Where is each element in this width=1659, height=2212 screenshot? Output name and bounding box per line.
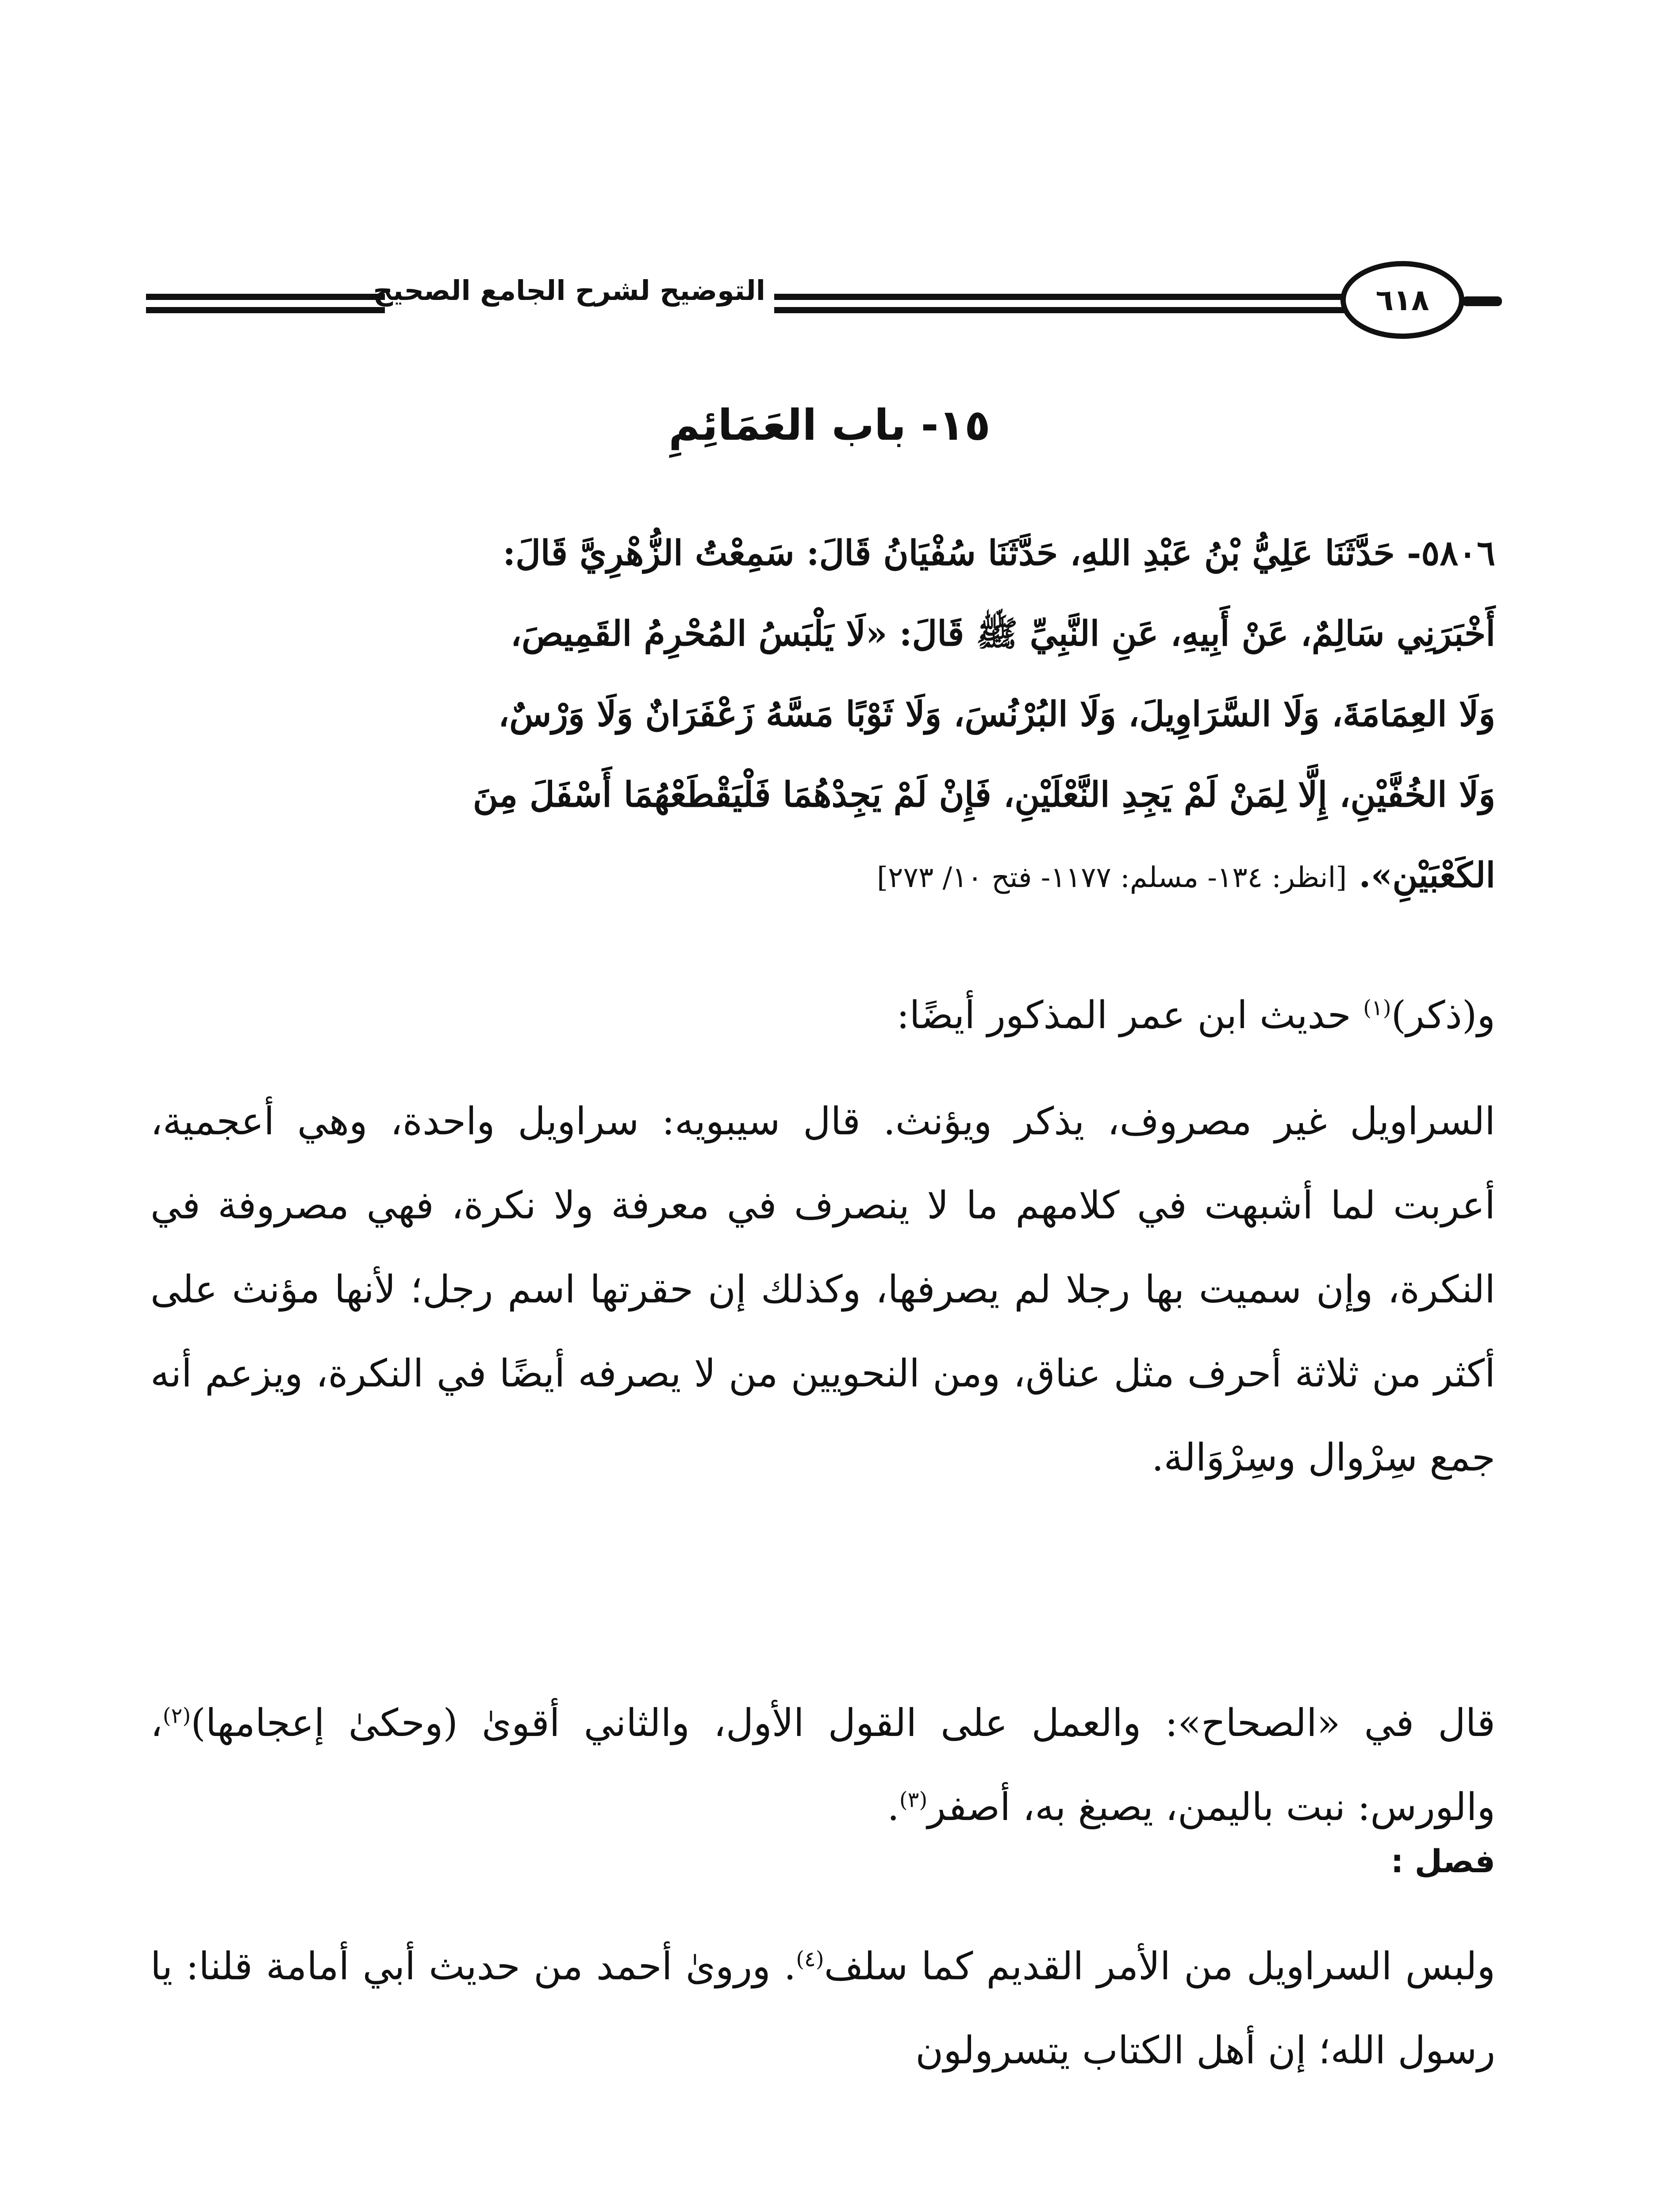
footnote-ref: (٣) xyxy=(899,1787,928,1813)
text-run: . xyxy=(887,1785,899,1829)
header-rule xyxy=(774,307,1345,313)
hadith-reference: [انظر: ١٣٤- مسلم: ١١٧٧- فتح ١٠/ ٢٧٣] xyxy=(877,861,1347,894)
text-run: ولبس السراويل من الأمر القديم كما سلف xyxy=(824,1944,1495,1989)
page-number: ٦١٨ xyxy=(1375,283,1429,317)
hadith-line: ٥٨٠٦- حَدَّثَنَا عَلِيُّ بْنُ عَبْدِ اللهِ، حَدَّثَنَا سُفْيَانُ قَالَ: سَمِعْتُ الزُّهْرِيَّ قَالَ: xyxy=(503,533,1495,573)
footnote-ref: (٢) xyxy=(162,1703,191,1728)
text-run: . وروىٰ أحمد من حديث أبي أمامة قلنا: يا رسول الله؛ إن أهل الكتاب يتسرولون xyxy=(150,1944,1495,2073)
hadith-line: وَلَا الخُفَّيْنِ، إِلَّا لِمَنْ لَمْ يَجِدِ النَّعْلَيْنِ، فَإِنْ لَمْ يَجِدْهُمَا فَلْيَقْطَعْهُمَا أَسْفَلَ مِنَ xyxy=(472,775,1495,815)
text-run: قال في «الصحاح»: والعمل على القول الأول، والثاني أقوىٰ (وحكىٰ إعجامها) xyxy=(191,1701,1495,1745)
paragraph-libs xyxy=(150,1924,1495,2093)
paragraph-sihah xyxy=(150,1681,1495,1849)
paragraph-sarawil: السراويل غير مصروف، يذكر ويؤنث. قال سيبويه: سراويل واحدة، وهي أعجمية، أعربت لما أشبهت في كلامهم ما لا ينصرف في معرفة ولا نكرة، فهي مصروفة في النكرة، وإن سميت بها رجلا لم يصرفها، وكذلك إن حقرتها اسم رجل؛ لأنها مؤنث على أكثر من ثلاثة أحرف مثل عناق، ومن النحويين من لا يصرفه أيضًا في النكرة، ويزعم أنه جمع سِرْوال وسِرْوَالة. xyxy=(150,1099,1496,1480)
header-rule xyxy=(774,294,1345,300)
running-title: التوضيح لشرح الجامع الصحيح xyxy=(373,274,765,307)
hadith-line: أَخْبَرَنِي سَالِمٌ، عَنْ أَبِيهِ، عَنِ النَّبِيِّ ﷺ قَالَ: «لَا يَلْبَسُ المُحْرِمُ القَمِيصَ، xyxy=(510,614,1495,654)
section-heading-fasl: فصل : xyxy=(1390,1843,1495,1880)
header-rule xyxy=(146,307,385,313)
page-badge-ornament xyxy=(1462,296,1502,306)
hadith-line: وَلَا العِمَامَةَ، وَلَا السَّرَاوِيلَ، وَلَا البُرْنُسَ، وَلَا ثَوْبًا مَسَّهُ زَعْفَرَانٌ وَلَا وَرْسٌ، xyxy=(498,694,1495,734)
hadith-text xyxy=(150,513,1495,918)
chapter-title: ١٥- باب العَمَائِمِ xyxy=(668,400,991,450)
running-header xyxy=(146,261,1491,341)
hadith-line xyxy=(150,835,1495,918)
text-run: ، والورس: نبت باليمن، يصبغ به، أصفر xyxy=(150,1701,1495,1829)
text-run: و(ذكر) xyxy=(1391,993,1495,1037)
paragraph-dhikr xyxy=(150,973,1495,1057)
text-run: حديث ابن عمر المذكور أيضًا: xyxy=(896,993,1363,1037)
hadith-end: الكَعْبَيْنِ». xyxy=(1359,855,1495,895)
header-rule xyxy=(146,294,385,300)
footnote-ref: (٤) xyxy=(796,1947,824,1972)
footnote-ref: (١) xyxy=(1363,995,1391,1021)
page-number-badge xyxy=(1340,261,1464,339)
